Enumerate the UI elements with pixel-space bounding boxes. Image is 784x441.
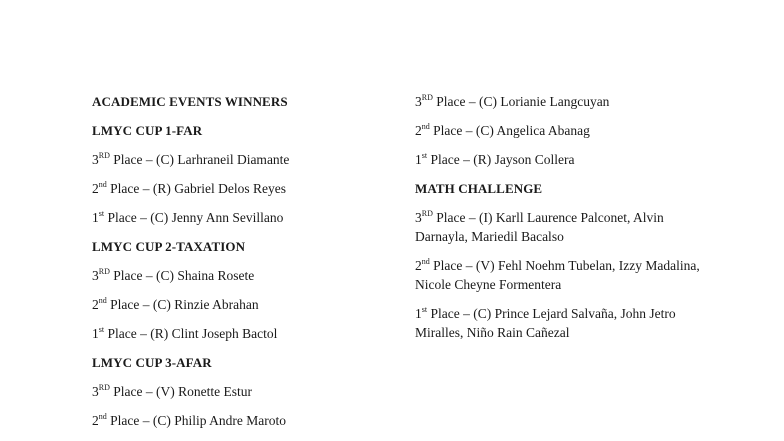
place-suffix: st	[421, 151, 428, 160]
winner-entry	[92, 382, 392, 401]
winner-text: Place – (V) Fehl Noehm Tubelan, Izzy Madalina, Nicole Cheyne Formentera	[415, 258, 700, 292]
place-number: 3	[92, 384, 99, 399]
winner-entry	[92, 150, 392, 169]
place-number: 3	[415, 94, 422, 109]
place-suffix: nd	[421, 122, 430, 131]
winner-entry	[415, 150, 705, 169]
winner-text: Place – (C) Lorianie Langcuyan	[432, 94, 610, 109]
place-suffix: nd	[421, 257, 430, 266]
right-column	[415, 92, 705, 352]
section-heading: MATH CHALLENGE	[415, 181, 543, 196]
winner-entry	[92, 179, 392, 198]
place-suffix: st	[98, 209, 105, 218]
winner-entry	[415, 208, 705, 246]
place-number: 1	[415, 306, 422, 321]
place-number: 3	[92, 268, 99, 283]
winner-text: Place – (C) Angelica Abanag	[429, 123, 590, 138]
place-suffix: st	[421, 305, 428, 314]
winner-entry	[415, 121, 705, 140]
place-number: 3	[415, 210, 422, 225]
section-math-challenge	[415, 179, 705, 342]
place-suffix: RD	[421, 209, 433, 218]
place-number: 2	[92, 413, 99, 428]
place-number: 2	[415, 123, 422, 138]
left-column	[92, 92, 392, 440]
place-number: 2	[92, 181, 99, 196]
place-number: 2	[92, 297, 99, 312]
place-number: 1	[92, 326, 99, 341]
winner-text: Place – (C) Shaina Rosete	[109, 268, 255, 283]
place-number: 3	[92, 152, 99, 167]
winner-entry	[92, 295, 392, 314]
winner-text: Place – (C) Prince Lejard Salvaña, John Jetro Miralles, Niño Rain Cañezal	[415, 306, 676, 340]
continued-entries	[415, 92, 705, 169]
place-number: 2	[415, 258, 422, 273]
section-heading: LMYC CUP 1-FAR	[92, 123, 203, 138]
section-heading: LMYC CUP 2-TAXATION	[92, 239, 246, 254]
winner-text: Place – (I) Karll Laurence Palconet, Alvin Darnayla, Mariedil Bacalso	[415, 210, 664, 244]
place-suffix: RD	[98, 383, 110, 392]
place-suffix: nd	[98, 296, 107, 305]
winner-text: Place – (V) Ronette Estur	[109, 384, 252, 399]
section-lmyc-cup-3	[92, 353, 392, 430]
winner-text: Place – (C) Rinzie Abrahan	[106, 297, 259, 312]
place-suffix: RD	[421, 93, 433, 102]
winner-text: Place – (R) Gabriel Delos Reyes	[106, 181, 286, 196]
place-suffix: st	[98, 325, 105, 334]
winner-entry	[415, 92, 705, 111]
winner-text: Place – (R) Clint Joseph Bactol	[104, 326, 278, 341]
place-number: 1	[92, 210, 99, 225]
winner-text: Place – (C) Philip Andre Maroto	[106, 413, 286, 428]
section-lmyc-cup-1	[92, 121, 392, 227]
section-lmyc-cup-2	[92, 237, 392, 343]
winner-text: Place – (C) Larhraneil Diamante	[109, 152, 290, 167]
place-number: 1	[415, 152, 422, 167]
place-suffix: RD	[98, 151, 110, 160]
winner-entry	[92, 411, 392, 430]
winner-entry	[92, 266, 392, 285]
winner-text: Place – (C) Jenny Ann Sevillano	[104, 210, 284, 225]
section-heading: LMYC CUP 3-AFAR	[92, 355, 212, 370]
winner-entry	[92, 324, 392, 343]
winner-entry	[415, 256, 705, 294]
document-title: ACADEMIC EVENTS WINNERS	[92, 94, 288, 109]
place-suffix: nd	[98, 180, 107, 189]
winner-text: Place – (R) Jayson Collera	[427, 152, 575, 167]
winner-entry	[92, 208, 392, 227]
winner-entry	[415, 304, 705, 342]
place-suffix: nd	[98, 412, 107, 421]
place-suffix: RD	[98, 267, 110, 276]
